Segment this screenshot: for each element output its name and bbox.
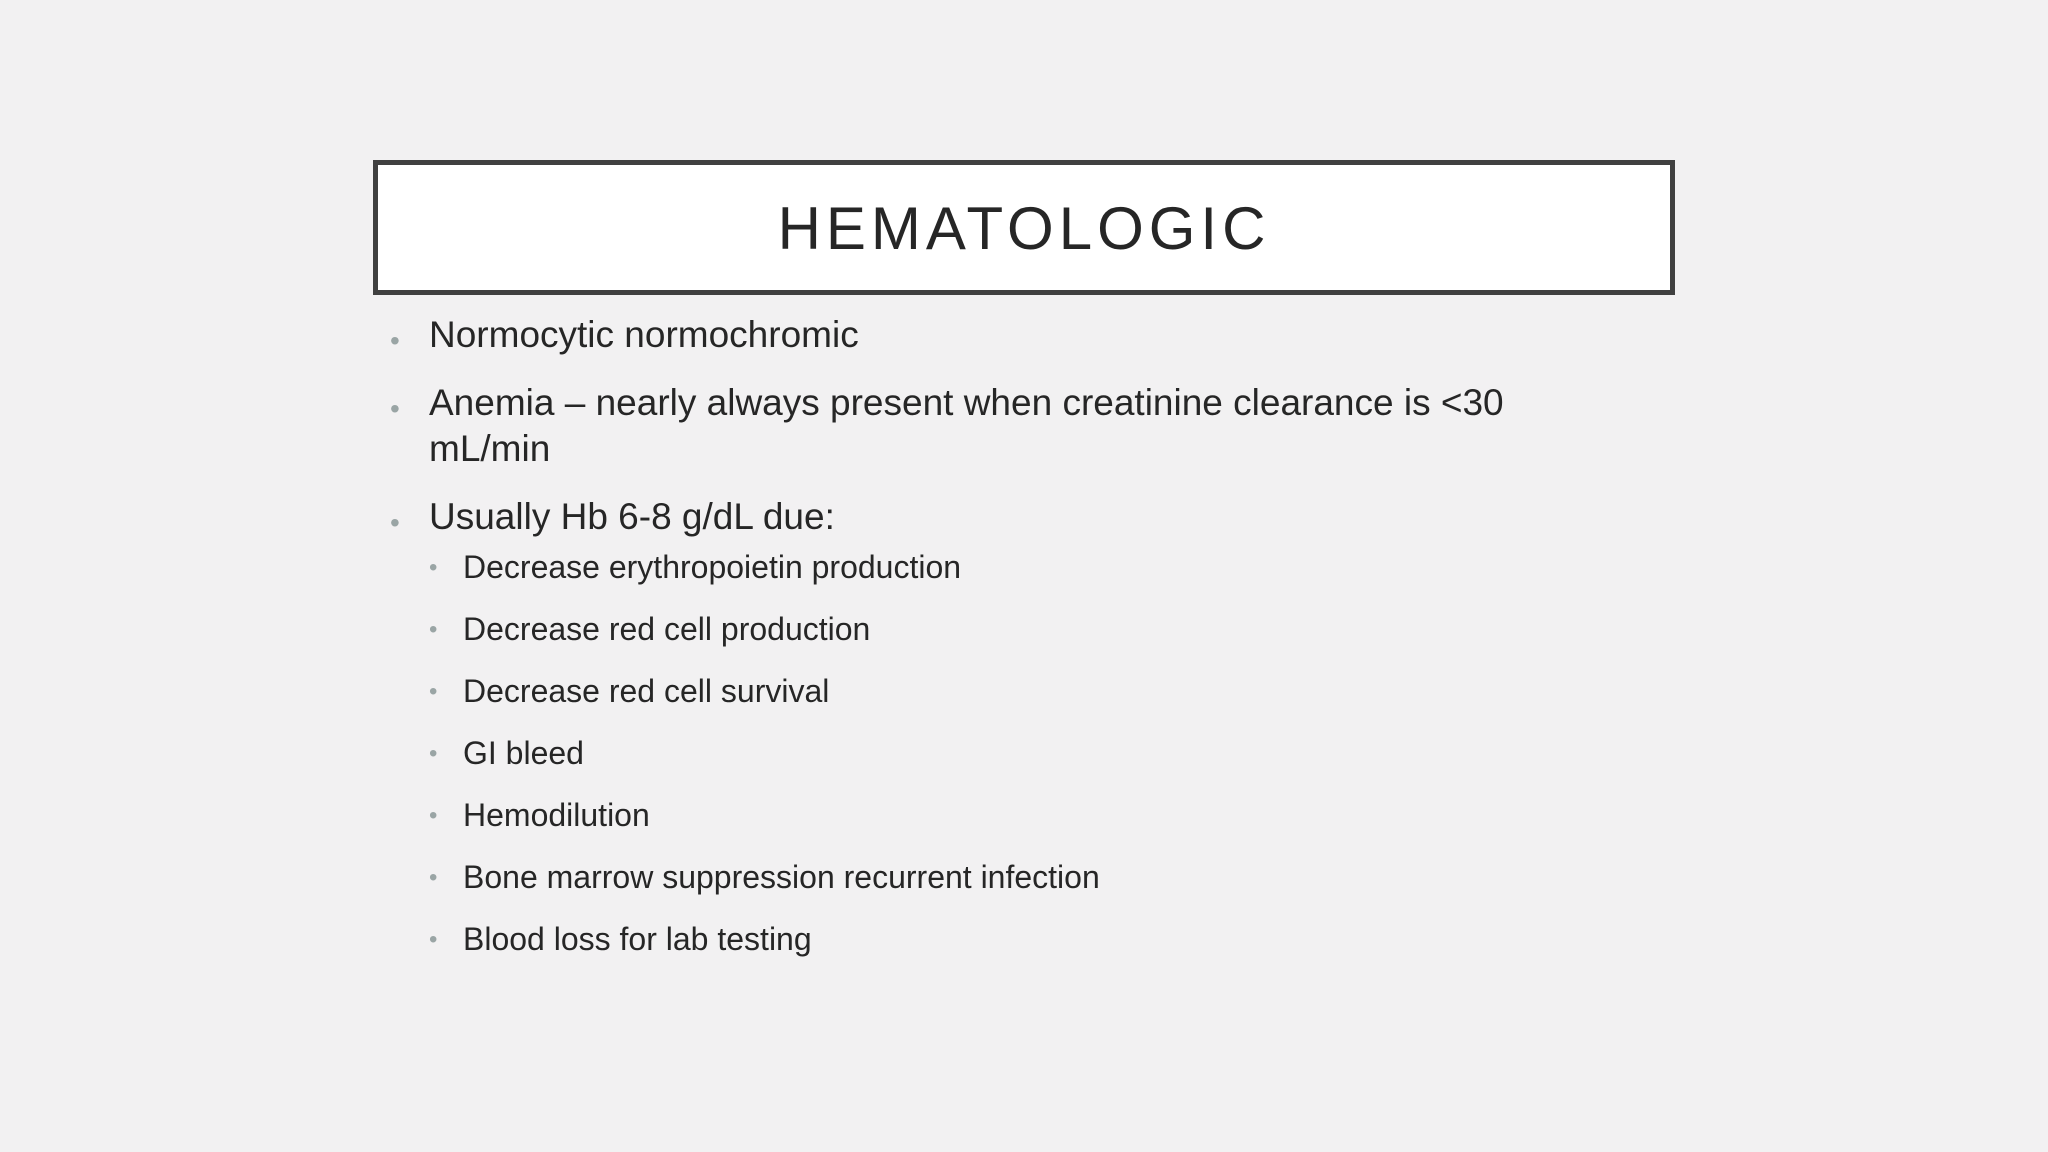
sub-list-item — [424, 918, 1675, 960]
bullet-icon: • — [390, 507, 400, 538]
bullet-list — [385, 312, 1675, 980]
sub-list-item — [424, 732, 1675, 774]
sub-list-item — [424, 794, 1675, 836]
bullet-icon: • — [390, 325, 400, 356]
bullet-icon: • — [429, 802, 438, 829]
sub-bullet-list — [385, 546, 1675, 960]
sub-bullet-text: Bone marrow suppression recurrent infection — [463, 859, 1100, 895]
list-item — [385, 380, 1675, 472]
list-item — [385, 494, 1675, 540]
bullet-icon: • — [390, 393, 400, 424]
sub-list-item — [424, 608, 1675, 650]
sub-list-item — [424, 670, 1675, 712]
sub-list-item — [424, 546, 1675, 588]
bullet-icon: • — [429, 926, 438, 953]
title-box — [373, 160, 1675, 295]
bullet-text: Usually Hb 6-8 g/dL due: — [429, 496, 835, 537]
bullet-icon: • — [429, 554, 438, 581]
bullet-text: Anemia – nearly always present when creatinine clearance is <30 mL/min — [429, 382, 1504, 469]
slide-title: HEMATOLOGIC — [777, 194, 1271, 262]
bullet-icon: • — [429, 616, 438, 643]
bullet-icon: • — [429, 740, 438, 767]
sub-bullet-text: GI bleed — [463, 735, 584, 771]
sub-list-item — [424, 856, 1675, 898]
list-item — [385, 312, 1675, 358]
bullet-text: Normocytic normochromic — [429, 314, 859, 355]
sub-bullet-text: Blood loss for lab testing — [463, 921, 812, 957]
bullet-icon: • — [429, 864, 438, 891]
sub-bullet-text: Hemodilution — [463, 797, 650, 833]
sub-bullet-text: Decrease red cell survival — [463, 673, 830, 709]
sub-bullet-text: Decrease red cell production — [463, 611, 871, 647]
sub-bullet-text: Decrease erythropoietin production — [463, 549, 962, 585]
bullet-icon: • — [429, 678, 438, 705]
